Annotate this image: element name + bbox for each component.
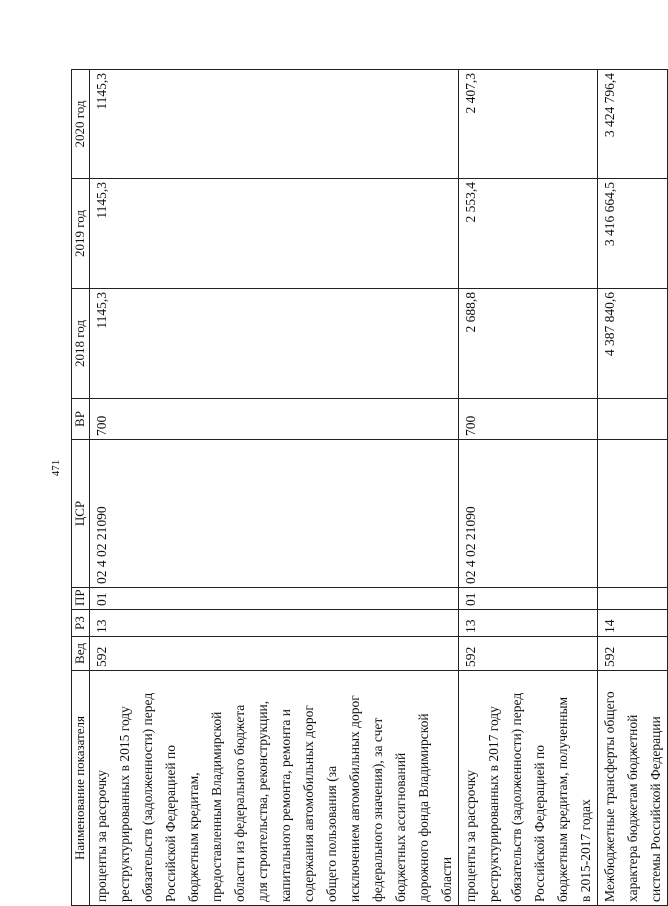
cell-rz: 13 xyxy=(90,610,459,637)
header-2020: 2020 год xyxy=(72,70,90,179)
cell-vr: 700 xyxy=(90,399,459,440)
name-line: федерального значения), за счет xyxy=(370,717,385,902)
cell-ved: 592 xyxy=(459,637,598,671)
name-line: бюджетным кредитам, xyxy=(186,772,201,902)
row-name xyxy=(459,671,598,906)
cell-2020: 2 407,3 xyxy=(459,70,598,179)
name-line: Межбюджетные трансферты общего xyxy=(602,691,617,902)
cell-2018: 2 688,8 xyxy=(459,289,598,399)
cell-2020: 3 424 796,4 xyxy=(598,70,668,179)
cell-2018: 4 387 840,6 xyxy=(598,289,668,399)
cell-csr: 02 4 02 21090 xyxy=(90,440,459,588)
cell-csr xyxy=(598,440,668,588)
cell-2019: 2 553,4 xyxy=(459,179,598,289)
header-csr: ЦСР xyxy=(72,440,90,588)
name-line: системы Российской Федерации xyxy=(648,716,663,902)
header-name: Наименование показателя xyxy=(72,671,90,906)
cell-2018: 1145,3 xyxy=(90,289,459,399)
name-line: реструктурированных в 2015 году xyxy=(117,706,132,902)
name-line: бюджетных ассигнований xyxy=(393,752,408,902)
name-line: характера бюджетам бюджетной xyxy=(625,714,640,902)
cell-rz: 14 xyxy=(598,610,668,637)
name-line: содержания автомобильных дорог xyxy=(301,705,316,902)
name-line: Российской Федерацией по xyxy=(532,744,547,902)
name-line: обязательств (задолженности) перед xyxy=(140,692,155,902)
cell-2020: 1145,3 xyxy=(90,70,459,179)
name-line: в 2015-2017 годах xyxy=(578,799,593,902)
cell-pr xyxy=(598,588,668,610)
name-line: области xyxy=(439,856,454,902)
name-line: капитального ремонта, ремонта и xyxy=(278,709,293,902)
name-line: обязательств (задолженности) перед xyxy=(509,692,524,902)
name-line: проценты за рассрочку xyxy=(463,770,478,902)
name-line: общего пользования (за xyxy=(324,765,339,902)
name-line: для строительства, реконструкции, xyxy=(255,700,270,902)
name-line: Российской Федерацией по xyxy=(163,744,178,902)
header-rz: РЗ xyxy=(72,610,90,637)
cell-ved: 592 xyxy=(598,637,668,671)
row-name xyxy=(598,671,668,906)
name-line: реструктурированных в 2017 году xyxy=(486,706,501,902)
cell-vr xyxy=(598,399,668,440)
cell-vr: 700 xyxy=(459,399,598,440)
header-vr: ВР xyxy=(72,399,90,440)
row-name xyxy=(90,671,459,906)
header-2018: 2018 год xyxy=(72,289,90,399)
name-line: бюджетным кредитам, полученным xyxy=(555,696,570,902)
cell-pr: 01 xyxy=(459,588,598,610)
header-pr: ПР xyxy=(72,588,90,610)
header-2019: 2019 год xyxy=(72,179,90,289)
name-line: предоставленным Владимирской xyxy=(209,711,224,902)
cell-2019: 1145,3 xyxy=(90,179,459,289)
table-row xyxy=(459,70,598,906)
cell-rz: 13 xyxy=(459,610,598,637)
budget-table-container xyxy=(71,70,663,906)
cell-ved: 592 xyxy=(90,637,459,671)
cell-pr: 01 xyxy=(90,588,459,610)
cell-2019: 3 416 664,5 xyxy=(598,179,668,289)
page-number: 471 xyxy=(50,459,62,477)
name-line: области из федерального бюджета xyxy=(232,704,247,902)
budget-table xyxy=(71,69,668,906)
header-row xyxy=(72,70,90,906)
name-line: исключением автомобильных дорог xyxy=(347,695,362,902)
name-line: проценты за рассрочку xyxy=(94,770,109,902)
name-line: дорожного фонда Владимирской xyxy=(416,713,431,902)
header-ved: Вед xyxy=(72,637,90,671)
table-row xyxy=(598,70,668,906)
cell-csr: 02 4 02 21090 xyxy=(459,440,598,588)
table-row xyxy=(90,70,459,906)
